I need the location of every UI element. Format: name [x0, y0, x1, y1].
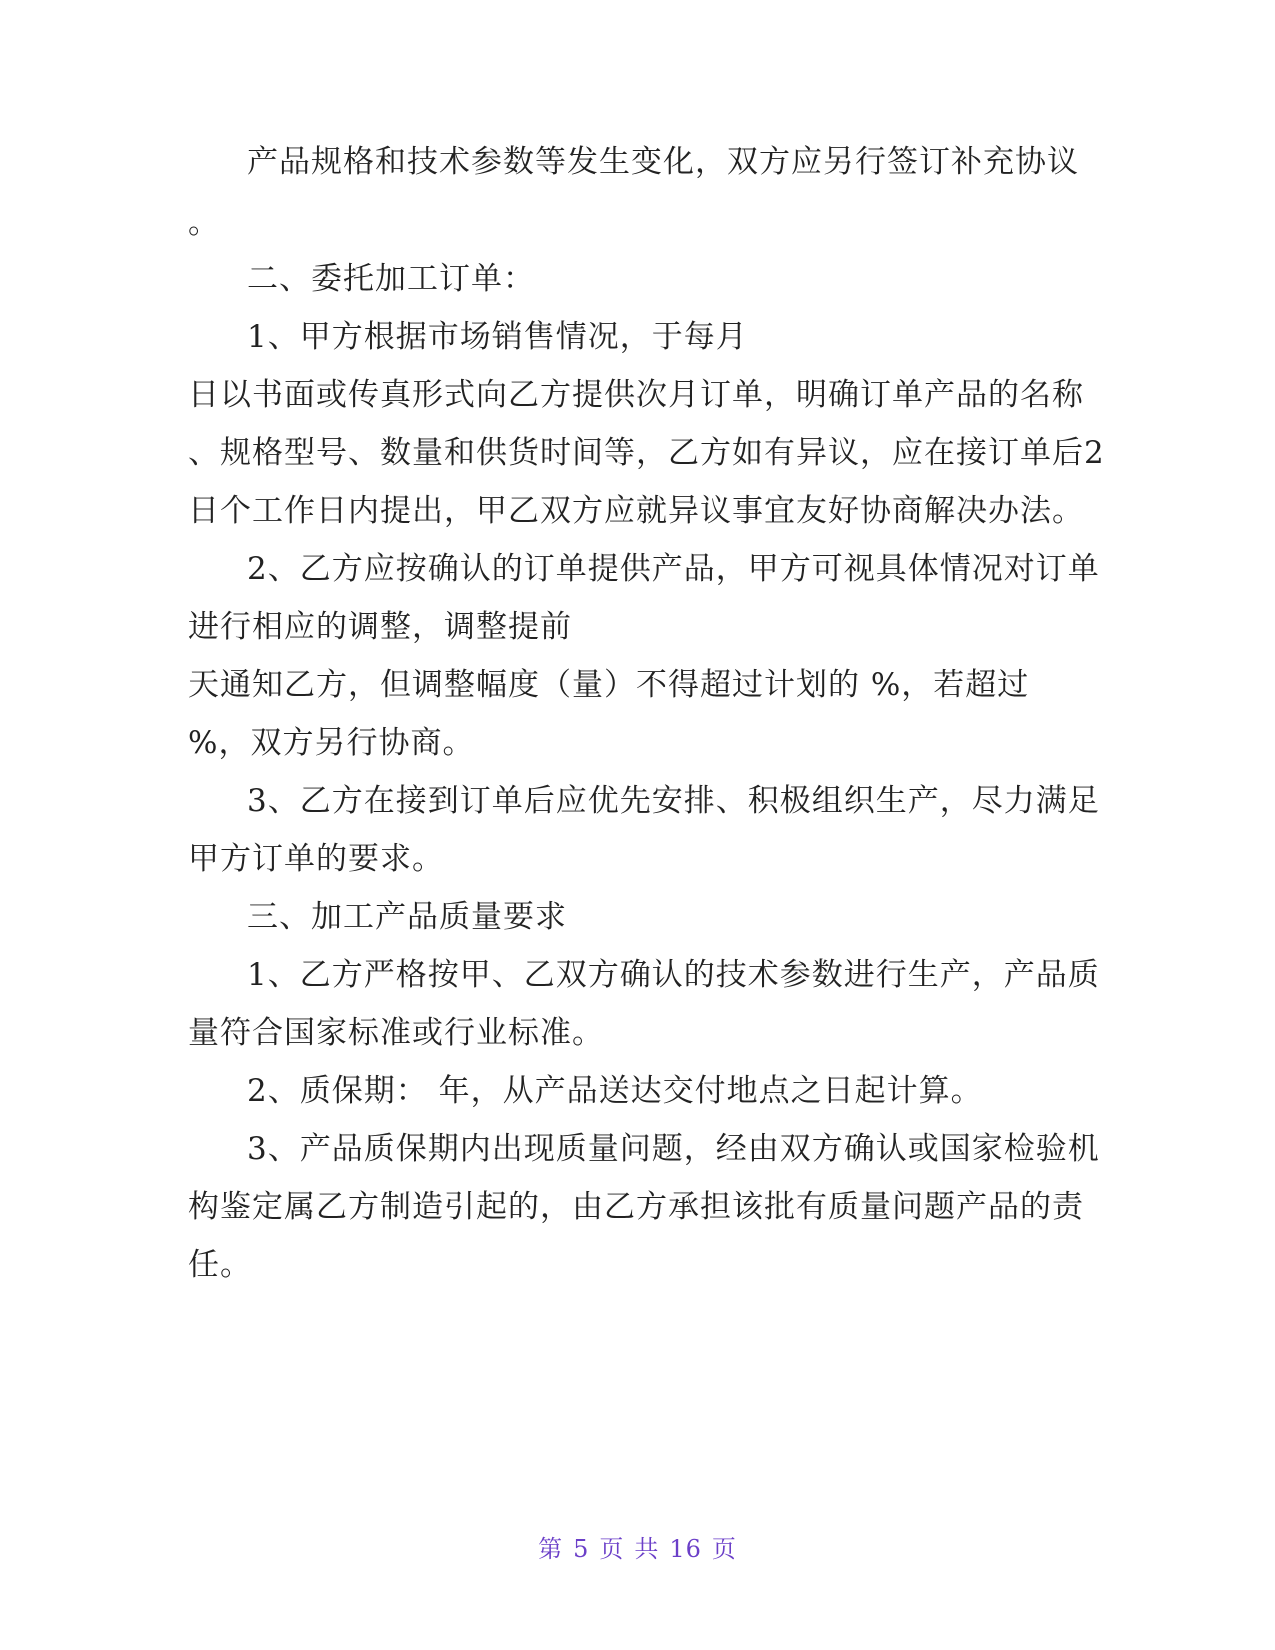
section-heading: 二、委托加工订单： [247, 261, 535, 297]
paragraph-line: 任。 [188, 1247, 252, 1283]
paragraph-line: 1、乙方严格按甲、乙双方确认的技术参数进行生产，产品质 [247, 957, 1100, 993]
paragraph-line: 1、甲方根据市场销售情况，于每月 [247, 319, 748, 355]
footer-di: 第 [538, 1535, 564, 1563]
total-pages: 16 [669, 1535, 702, 1563]
paragraph-line: 量符合国家标准或行业标准。 [188, 1015, 604, 1051]
footer-gong: 共 [634, 1535, 660, 1563]
section-heading: 三、加工产品质量要求 [247, 899, 567, 935]
paragraph-line: 构鉴定属乙方制造引起的，由乙方承担该批有质量问题产品的责 [188, 1189, 1084, 1225]
page-number: 5 [573, 1535, 590, 1563]
paragraph-line: 。 [188, 205, 220, 241]
paragraph-line: 日个工作日内提出，甲乙双方应就异议事宜友好协商解决办法。 [188, 493, 1084, 529]
paragraph-line: %，双方另行协商。 [188, 725, 475, 761]
footer-ye: 页 [711, 1535, 737, 1563]
paragraph-line: 、规格型号、数量和供货时间等，乙方如有异议，应在接订单后2 [188, 435, 1105, 471]
paragraph-line: 3、乙方在接到订单后应优先安排、积极组织生产，尽力满足 [247, 783, 1100, 819]
page-footer [0, 1534, 1275, 1564]
paragraph-line: 天通知乙方，但调整幅度（量）不得超过计划的 %，若超过 [188, 667, 1030, 703]
paragraph-line: 日以书面或传真形式向乙方提供次月订单，明确订单产品的名称 [188, 377, 1084, 413]
paragraph-line: 甲方订单的要求。 [188, 841, 444, 877]
paragraph-line: 2、质保期： 年，从产品送达交付地点之日起计算。 [247, 1073, 983, 1109]
paragraph-line: 3、产品质保期内出现质量问题，经由双方确认或国家检验机 [247, 1131, 1100, 1167]
paragraph-line: 2、乙方应按确认的订单提供产品，甲方可视具体情况对订单 [247, 551, 1100, 587]
footer-ye: 页 [599, 1535, 625, 1563]
paragraph-line: 进行相应的调整，调整提前 [188, 609, 572, 645]
paragraph-line: 产品规格和技术参数等发生变化，双方应另行签订补充协议 [247, 144, 1079, 180]
